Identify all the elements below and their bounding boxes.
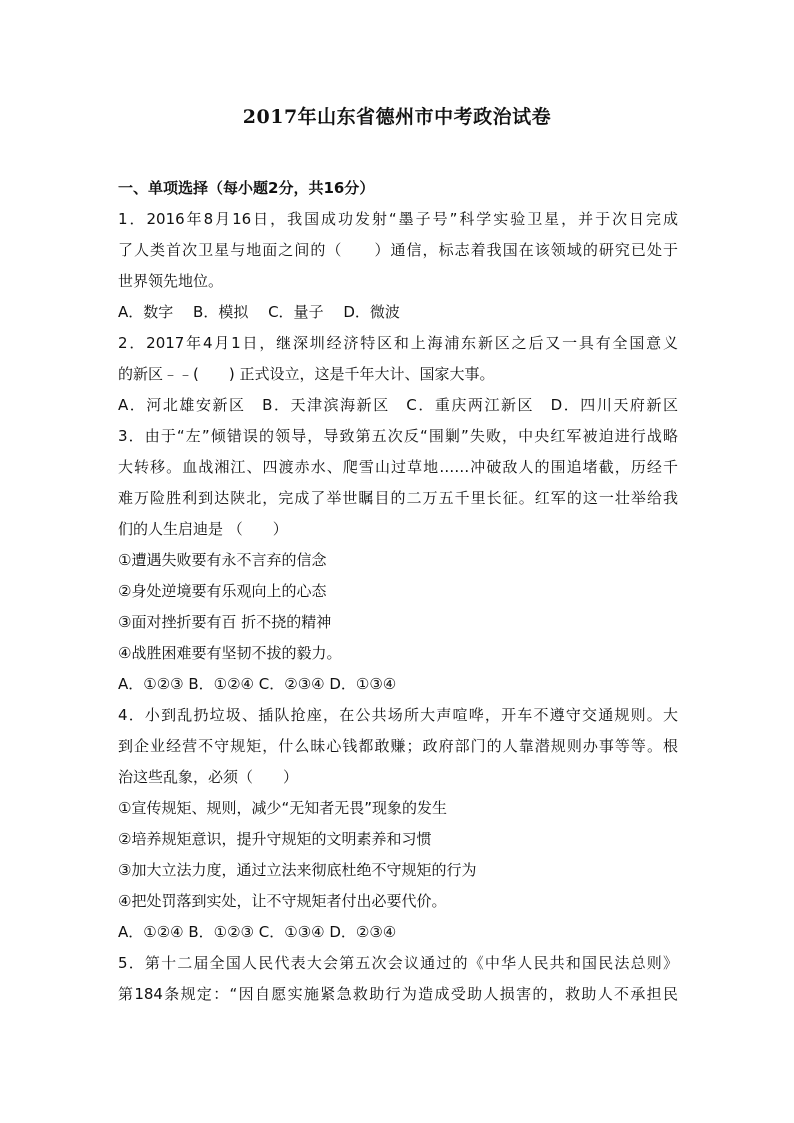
question-1-options: A．数字 B．模拟 C．量子 D．微波 [118, 303, 400, 321]
question-2-options: A．河北雄安新区 B．天津滨海新区 C．重庆两江新区 D．四川天府新区 [118, 396, 678, 414]
question-3-line-2: 大转移。血战湘江、四渡赤水、爬雪山过草地……冲破敌人的围追堵截，历经千 [118, 458, 678, 476]
question-3-statement-2: ②身处逆境要有乐观向上的心态 [118, 582, 327, 600]
document-body [118, 173, 678, 1010]
question-5-line-2: 第184条规定：“因自愿实施紧急救助行为造成受助人损害的，救助人不承担民 [118, 985, 678, 1003]
page-title: 2017年山东省德州市中考政治试卷 [242, 106, 552, 128]
question-4-line-1: 4．小到乱扔垃圾、插队抢座，在公共场所大声喧哗，开车不遵守交通规则。大 [118, 706, 678, 724]
question-3-line-3: 难万险胜利到达陕北，完成了举世瞩目的二万五千里长征。红军的这一壮举给我 [118, 489, 678, 507]
question-3-statement-1: ①遭遇失败要有永不言弃的信念 [118, 551, 327, 569]
question-3-line-1: 3．由于“左”倾错误的领导，导致第五次反“围剿”失败，中央红军被迫进行战略 [118, 427, 678, 445]
question-2-line-1: 2．2017年4月1日，继深圳经济特区和上海浦东新区之后又一具有全国意义 [118, 334, 678, 352]
question-3-statement-3: ③面对挫折要有百 折不挠的精神 [118, 613, 332, 631]
question-2-line-2: 的新区﹣﹣( ) 正式设立，这是千年大计、国家大事。 [118, 365, 495, 383]
question-4-statement-3: ③加大立法力度，通过立法来彻底杜绝不守规矩的行为 [118, 861, 477, 879]
question-4-line-2: 到企业经营不守规矩，什么昧心钱都敢赚；政府部门的人靠潜规则办事等等。根 [118, 737, 678, 755]
question-1-line-1: 1．2016年8月16日，我国成功发射“墨子号”科学实验卫星，并于次日完成 [118, 210, 678, 228]
question-3-line-4: 们的人生启迪是 （ ） [118, 520, 288, 538]
question-4-options: A．①②④ B．①②③ C．①③④ D．②③④ [118, 923, 397, 941]
question-4-statement-4: ④把处罚落到实处，让不守规矩者付出必要代价。 [118, 892, 447, 910]
question-5-line-1: 5．第十二届全国人民代表大会第五次会议通过的《中华人民共和国民法总则》 [118, 954, 678, 972]
question-4-statement-1: ①宣传规矩、规则，减少“无知者无畏”现象的发生 [118, 799, 447, 817]
question-1-line-3: 世界领先地位。 [118, 272, 224, 290]
question-3-statement-4: ④战胜困难要有坚韧不拔的毅力。 [118, 644, 342, 662]
question-4-line-3: 治这些乱象，必须（ ） [118, 768, 299, 786]
question-4-statement-2: ②培养规矩意识，提升守规矩的文明素养和习惯 [118, 830, 432, 848]
section-heading: 一、单项选择（每小题2分，共16分） [118, 179, 375, 197]
question-3-options: A．①②③ B．①②④ C．②③④ D．①③④ [118, 675, 397, 693]
question-1-line-2: 了人类首次卫星与地面之间的（ ）通信，标志着我国在该领域的研究已处于 [118, 241, 678, 259]
